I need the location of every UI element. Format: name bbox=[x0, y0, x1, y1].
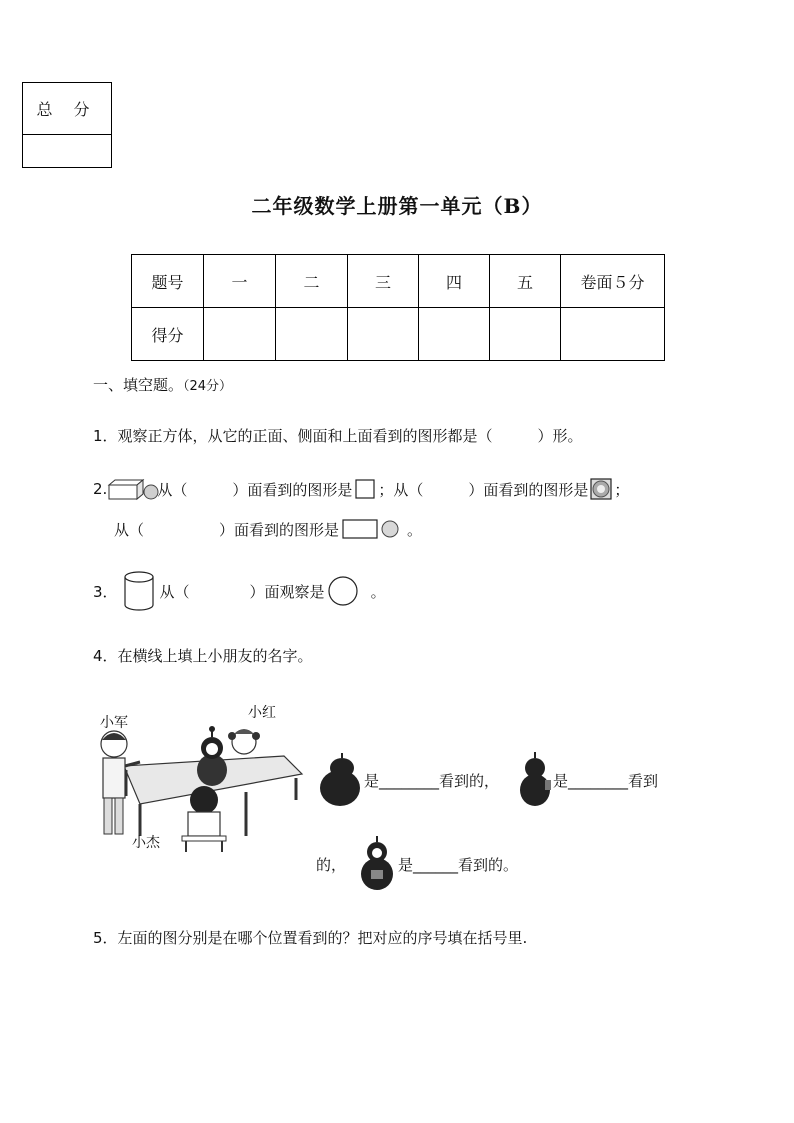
table-header-cell: 二 bbox=[276, 255, 348, 308]
section-heading-text: 一、填空题。 bbox=[93, 376, 184, 394]
name-label-xiaohong: 小红 bbox=[248, 705, 276, 721]
question-4-sentence-2: 是________看到 bbox=[553, 771, 659, 790]
table-header-cell: 一 bbox=[204, 255, 276, 308]
total-score-box bbox=[22, 82, 112, 168]
table-row bbox=[132, 308, 665, 361]
question-3-number: 3． bbox=[93, 582, 118, 601]
score-table bbox=[131, 254, 665, 361]
question-2-number: 2. bbox=[93, 480, 108, 498]
rectangle-and-circle-icon bbox=[341, 517, 403, 541]
section-heading bbox=[93, 374, 232, 395]
question-5: 5．左面的图分别是在哪个位置看到的？把对应的序号填在括号里. bbox=[93, 929, 528, 947]
question-3-part-1: 从（ ）面观察是 bbox=[159, 582, 325, 601]
question-2-part-1: 从（ ）面看到的图形是 bbox=[157, 480, 353, 499]
table-header-cell: 五 bbox=[490, 255, 561, 308]
name-label-xiaojie: 小杰 bbox=[132, 835, 160, 851]
cylinder-icon bbox=[122, 570, 156, 612]
table-header-cell: 三 bbox=[348, 255, 419, 308]
question-1: 1．观察正方体，从它的正面、侧面和上面看到的图形都是（ ）形。 bbox=[93, 427, 583, 445]
question-4: 4．在横线上填上小朋友的名字。 bbox=[93, 647, 313, 665]
total-score-value[interactable] bbox=[23, 135, 111, 168]
question-3 bbox=[93, 570, 386, 612]
table-header-cell: 题号 bbox=[132, 255, 204, 308]
score-cell[interactable] bbox=[204, 308, 276, 361]
question-3-end: 。 bbox=[370, 582, 386, 601]
table-row bbox=[132, 255, 665, 308]
score-cell[interactable] bbox=[561, 308, 665, 361]
circle-icon bbox=[327, 576, 363, 606]
question-2-end-3: 。 bbox=[407, 520, 423, 539]
question-4-sentence-3: 是______看到的。 bbox=[398, 855, 519, 874]
score-cell[interactable] bbox=[419, 308, 490, 361]
score-cell[interactable] bbox=[490, 308, 561, 361]
doll-back-view-icon bbox=[519, 752, 553, 808]
question-2-part-3: 从（ ）面看到的图形是 bbox=[114, 520, 340, 539]
table-row-label: 得分 bbox=[132, 308, 204, 361]
question-4-sentence-1: 是________看到的， bbox=[364, 771, 500, 790]
score-cell[interactable] bbox=[348, 308, 419, 361]
question-2-end-1: ； bbox=[614, 480, 630, 499]
table-header-cell: 四 bbox=[419, 255, 490, 308]
cuboid-and-ball-icon bbox=[107, 477, 157, 501]
square-icon bbox=[354, 478, 376, 500]
question-2-part-2: ；从（ ）面看到的图形是 bbox=[378, 480, 589, 499]
square-with-circle-icon bbox=[590, 478, 612, 500]
doll-side-view-icon bbox=[318, 752, 364, 808]
question-4-answer-line-2 bbox=[316, 836, 518, 892]
doll-front-view-icon bbox=[358, 836, 398, 892]
total-score-label: 总 分 bbox=[23, 83, 111, 135]
section-points: （24分） bbox=[183, 379, 233, 394]
question-4-sentence-3-prefix: 的， bbox=[316, 855, 347, 874]
kids-around-table-illustration bbox=[96, 700, 306, 860]
score-cell[interactable] bbox=[276, 308, 348, 361]
question-4-answer-line-1 bbox=[318, 752, 658, 808]
question-2-line-1 bbox=[93, 477, 629, 501]
table-header-cell: 卷面５分 bbox=[561, 255, 665, 308]
question-2-line-2 bbox=[114, 517, 422, 541]
name-label-xiaojun: 小军 bbox=[100, 715, 128, 731]
page-title: 二年级数学上册第一单元（B） bbox=[251, 194, 543, 218]
